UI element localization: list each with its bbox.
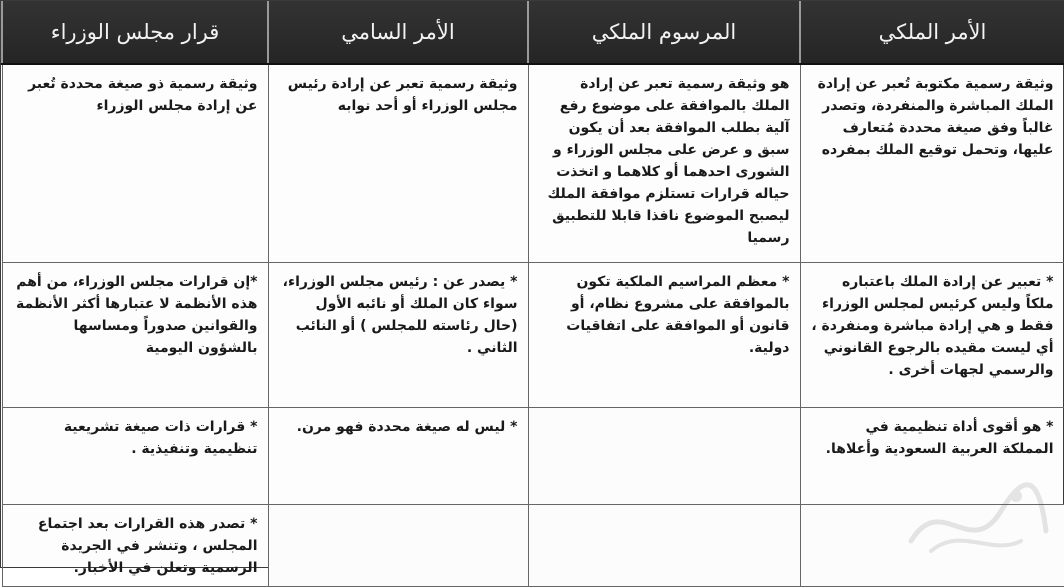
cell-royal-decree-empty (528, 505, 800, 587)
cell-high-order-note-1: * يصدر عن : رئيس مجلس الوزراء، سواء كان الملك أو نائبه الأول (حال رئاسته للمجلس ) أو النائب الثاني . (268, 263, 528, 408)
comparison-table (1, 1, 1064, 587)
header-royal-decree: المرسوم الملكي (528, 1, 800, 64)
cell-royal-order-note-2: * هو أقوى أداة تنظيمية في المملكة العربية السعودية وأعلاها. (800, 408, 1064, 505)
header-royal-order: الأمر الملكي (800, 1, 1064, 64)
cell-royal-decree-definition: هو وثيقة رسمية تعبر عن إرادة الملك بالموافقة على موضوع رفع آلية بطلب الموافقة بعد أن يكون سبق و عرض على مجلس الوزراء و الشورى احدهما أو كلاهما و اتخذت حياله قرارات تستلزم موافقة الملك ليصبح الموضوع نافذا قابلا للتطبيق رسميا (528, 64, 800, 263)
cell-royal-decree-note-1: * معظم المراسيم الملكية تكون بالموافقة على مشروع نظام، أو قانون أو الموافقة على اتفاقيات دولية. (528, 263, 800, 408)
table-row (2, 64, 1064, 263)
cell-cabinet-resolution-note-3: * تصدر هذه القرارات بعد اجتماع المجلس ، وتنشر في الجريدة الرسمية وتعلن في الأخبار. (2, 505, 268, 587)
cell-cabinet-resolution-definition: وثيقة رسمية ذو صيغة محددة تُعبر عن إرادة مجلس الوزراء (2, 64, 268, 263)
table-row (2, 408, 1064, 505)
cell-cabinet-resolution-note-2: * قرارات ذات صيغة تشريعية تنظيمية وتنفيذية . (2, 408, 268, 505)
table-row (2, 505, 1064, 587)
cell-royal-order-definition: وثيقة رسمية مكتوبة تُعبر عن إرادة الملك المباشرة والمنفردة، وتصدر غالباً وفق صيغة محددة مُتعارف عليها، وتحمل توقيع الملك بمفرده (800, 64, 1064, 263)
header-row (2, 1, 1064, 64)
cell-high-order-definition: وثيقة رسمية تعبر عن إرادة رئيس مجلس الوزراء أو أحد نوابه (268, 64, 528, 263)
table-row (2, 263, 1064, 408)
cell-royal-order-note-1: * تعبير عن إرادة الملك باعتباره ملكاً وليس كرئيس لمجلس الوزراء فقط و هي إرادة مباشرة ومنفردة ، أي ليست مقيده بالرجوع القانوني والرسمي لجهات أخرى . (800, 263, 1064, 408)
cell-royal-decree-empty (528, 408, 800, 505)
cell-cabinet-resolution-note-1: *إن قرارات مجلس الوزراء، من أهم هذه الأنظمة لا عتبارها أكثر الأنظمة والقوانين صدوراً ومساسها بالشؤون اليومية (2, 263, 268, 408)
header-cabinet-resolution: قرار مجلس الوزراء (2, 1, 268, 64)
cell-royal-order-empty (800, 505, 1064, 587)
cell-high-order-empty (268, 505, 528, 587)
cell-high-order-note-2: * ليس له صيغة محددة فهو مرن. (268, 408, 528, 505)
header-high-order: الأمر السامي (268, 1, 528, 64)
